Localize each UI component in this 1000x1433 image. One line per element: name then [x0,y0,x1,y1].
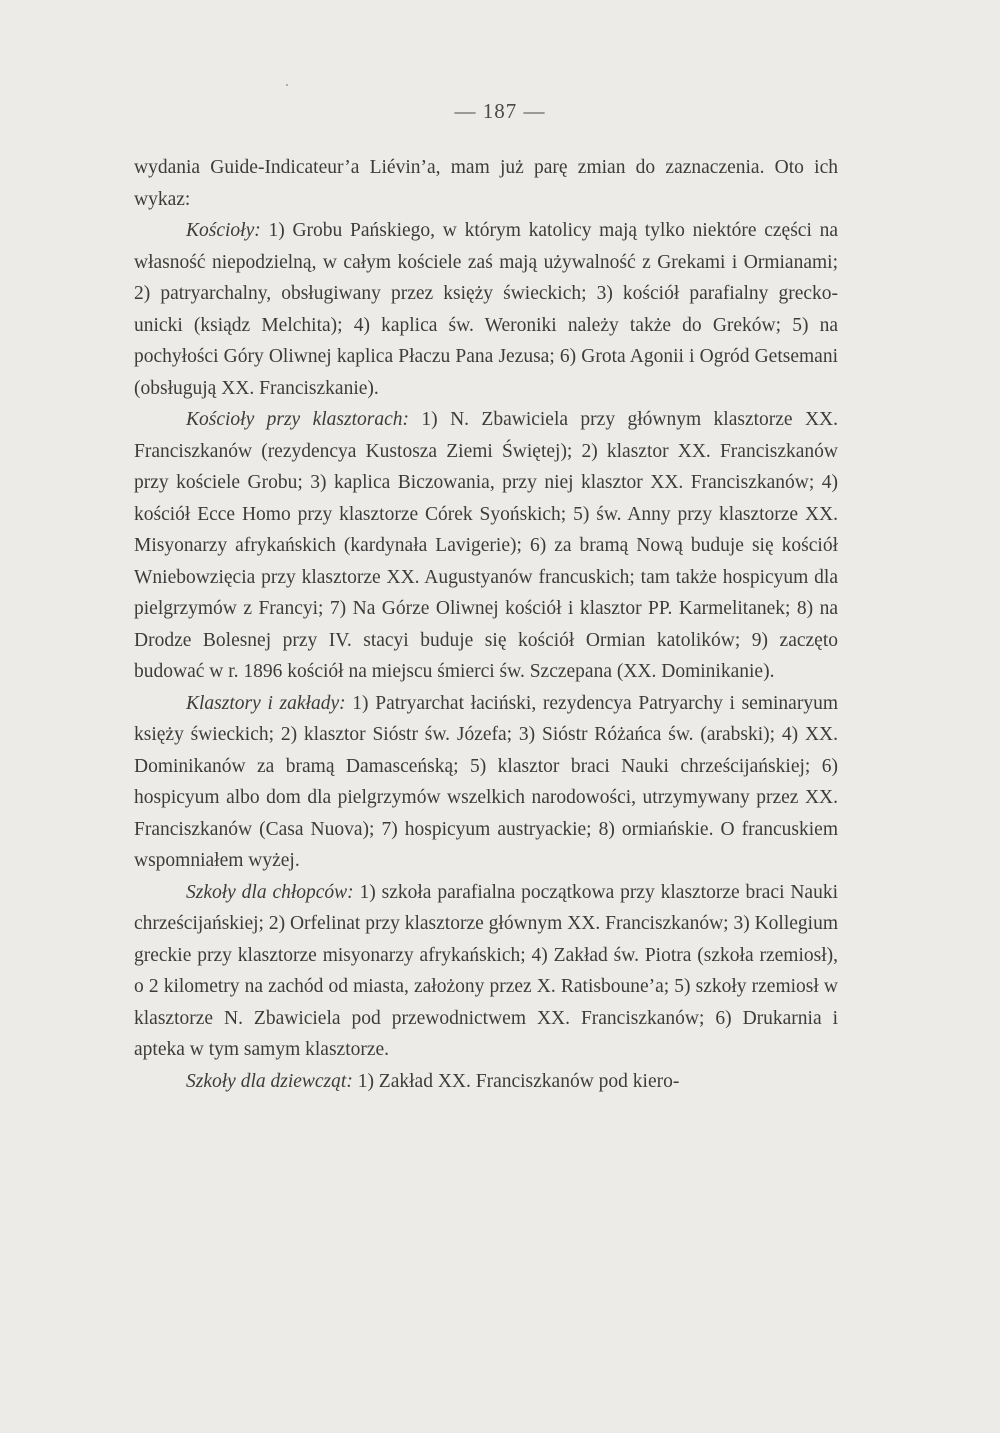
paragraph-koscioly [134,215,838,404]
section-heading: Kościoły przy klasztorach: [186,409,410,430]
paragraph-szkoly-dla-dziewczat [134,1066,838,1098]
section-heading: Szkoły dla dziewcząt: [186,1070,353,1092]
paragraph-text: 1) N. Zbawiciela przy głównym klasztorze XX. Franciszkanów (rezydencya Kustosza Ziemi Świętej); 2) klasztor XX. Franciszkanów przy kościele Grobu; 3) kaplica Biczowania, przy niej klasztor XX. Franciszkanów; 4) kościół Ecce Homo przy klasztorze Córek Syońskich; 5) św. Anny przy klasztorze XX. Misyonarzy afrykańskich (kardynała Lavigerie); 6) za bramą Nową buduje się kościół Wniebowzięcia przy klasztorze XX. Augustyanów francuskich; tam także hospicyum dla pielgrzymów z Francyi; 7) Na Górze Oliwnej kościół i klasztor PP. Karmelitanek; 8) na Drodze Bolesnej przy IV. stacyi buduje się kościół Ormian katolików; 9) zaczęto budować w r. 1896 kościół na miejscu śmierci św. Szczepana (XX. Dominikanie). [134,409,839,682]
paragraph-text: 1) szkoła parafialna początkowa przy klasztorze braci Nauki chrześcijańskiej; 2) Orfelinat przy klasztorze głównym XX. Franciszkanów; 3) Kollegium greckie przy klasztorze misyonarzy afrykańskich; 4) Zakład św. Piotra (szkoła rzemiosł), o 2 kilometry na zachód od miasta, założony przez X. Ratisboune’a; 5) szkoły rzemiosł w klasztorze N. Zbawiciela pod przewodnictwem XX. Franciszkanów; 6) Drukarnia i apteka w tym samym klasztorze. [134,881,838,1060]
paragraph-text: 1) Grobu Pańskiego, w którym katolicy mają tylko niektóre części na własność niepodzielną, w całym kościele zaś mają używalność z Grekami i Ormianami; 2) patryarchalny, obsługiwany przez księży świeckich; 3) kościół parafialny grecko-unicki (ksiądz Melchita); 4) kaplica św. Weroniki należy także do Greków; 5) na pochyłości Góry Oliwnej kaplica Płaczu Pana Jezusa; 6) Grota Agonii i Ogród Getsemani (obsługują XX. Franciszkanie). [134,220,838,399]
paragraph-szkoly-dla-chlopcow [134,877,838,1066]
paragraph-klasztory-i-zaklady [134,688,838,877]
paragraph-text: wydania Guide-Indicateur’a Liévin’a, mam już parę zmian do zaznaczenia. Oto ich wykaz: [134,157,838,210]
paragraph-text: 1) Patryarchat łaciński, rezydencya Patryarchy i seminaryum księży świeckich; 2) klasztor Sióstr św. Józefa; 3) Sióstr Różańca św. (arabski); 4) XX. Dominikanów za bramą Damasceńską; 5) klasztor braci Nauki chrześcijańskiej; 6) hospicyum albo dom dla pielgrzymów wszelkich narodowości, utrzymywany przez XX. Franciszkanów (Casa Nuova); 7) hospicyum austryackie; 8) ormiańskie. O francuskiem wspomniałem wyżej. [134,692,838,871]
section-heading: Szkoły dla chłopców: [186,881,354,903]
section-heading: Kościoły: [186,220,261,241]
paragraph-intro [134,152,838,215]
paragraph-text: 1) Zakład XX. Franciszkanów pod kiero- [352,1070,680,1092]
section-heading: Klasztory i zakłady: [186,692,346,714]
paper-speck [286,84,288,86]
body-text [134,152,838,1097]
paragraph-koscioly-przy-klasztorach [134,404,838,688]
page-number: — 187 — [454,99,546,123]
